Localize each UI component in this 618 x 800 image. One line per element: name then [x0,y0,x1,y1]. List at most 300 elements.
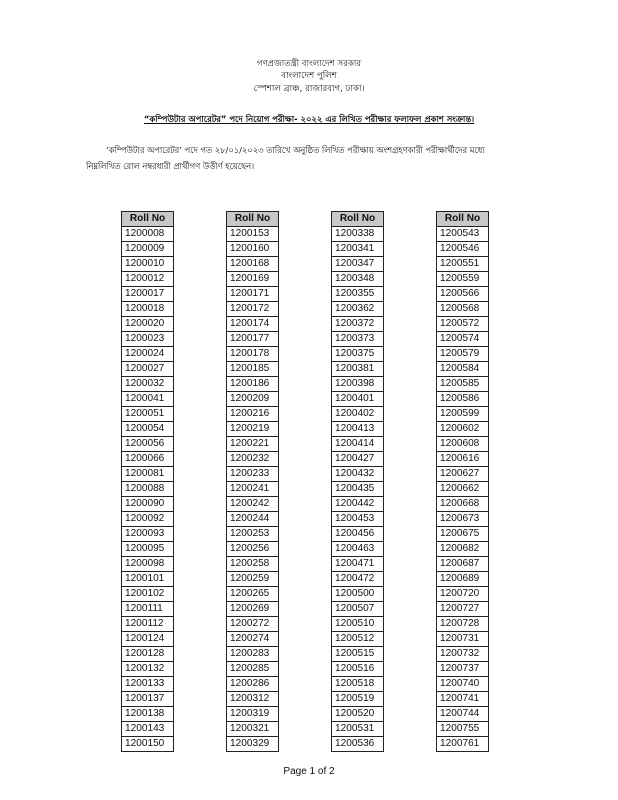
table-row [437,677,489,692]
roll-number-cell: 1200355 [332,287,384,302]
roll-table-2 [226,211,279,752]
roll-number-cell: 1200515 [332,647,384,662]
table-row [332,647,384,662]
table-row [227,587,279,602]
table-row [122,242,174,257]
roll-number-cell: 1200536 [332,737,384,752]
table-row [332,722,384,737]
table-row [227,542,279,557]
roll-number-cell: 1200720 [437,587,489,602]
table-row [437,647,489,662]
roll-number-cell: 1200153 [227,227,279,242]
roll-number-cell: 1200081 [122,467,174,482]
header-police: বাংলাদেশ পুলিশ [281,71,337,82]
roll-number-cell: 1200319 [227,707,279,722]
table-row [122,542,174,557]
table-row [122,617,174,632]
roll-number-cell: 1200579 [437,347,489,362]
roll-number-cell: 1200272 [227,617,279,632]
roll-number-cell: 1200381 [332,362,384,377]
roll-number-cell: 1200519 [332,692,384,707]
roll-number-cell: 1200599 [437,407,489,422]
table-row [437,692,489,707]
roll-no-header: Roll No [437,212,489,227]
table-row [332,482,384,497]
roll-number-cell: 1200171 [227,287,279,302]
roll-number-cell: 1200232 [227,452,279,467]
roll-number-cell: 1200090 [122,497,174,512]
roll-number-cell: 1200500 [332,587,384,602]
roll-number-cell: 1200516 [332,662,384,677]
table-row [332,557,384,572]
table-row [437,452,489,467]
roll-number-cell: 1200414 [332,437,384,452]
roll-number-cell: 1200088 [122,482,174,497]
table-row [437,407,489,422]
subject-text: “কম্পিউটার অপারেটর” পদে নিয়োগ পরীক্ষা- ২০২২ এর লিখিত পরীক্ষার ফলাফল প্রকাশ সংক্রান্ত। [143,114,475,124]
roll-number-cell: 1200531 [332,722,384,737]
table-row [122,422,174,437]
table-row [122,347,174,362]
roll-number-cell: 1200401 [332,392,384,407]
roll-table-1 [121,211,174,752]
roll-number-cell: 1200568 [437,302,489,317]
table-row [122,647,174,662]
roll-number-cell: 1200347 [332,257,384,272]
table-row [227,602,279,617]
roll-number-cell: 1200008 [122,227,174,242]
table-row [122,707,174,722]
table-row [332,272,384,287]
roll-number-cell: 1200169 [227,272,279,287]
table-row [332,527,384,542]
table-row [437,287,489,302]
roll-number-cell: 1200221 [227,437,279,452]
letterhead [0,58,618,95]
roll-number-cell: 1200209 [227,392,279,407]
table-row [122,662,174,677]
table-row [227,362,279,377]
table-row [122,287,174,302]
roll-number-cell: 1200186 [227,377,279,392]
roll-number-cell: 1200472 [332,572,384,587]
table-row [332,662,384,677]
table-row [437,377,489,392]
roll-number-cell: 1200682 [437,542,489,557]
roll-number-cell: 1200551 [437,257,489,272]
table-row [227,482,279,497]
roll-number-cell: 1200574 [437,332,489,347]
roll-number-cell: 1200174 [227,317,279,332]
table-row [122,437,174,452]
table-row [332,317,384,332]
table-row [437,737,489,752]
roll-table-3 [331,211,384,752]
table-row [227,287,279,302]
roll-number-cell: 1200398 [332,377,384,392]
table-row [122,392,174,407]
roll-number-cell: 1200675 [437,527,489,542]
roll-number-cell: 1200265 [227,587,279,602]
roll-number-cell: 1200744 [437,707,489,722]
roll-number-cell: 1200285 [227,662,279,677]
table-row [437,527,489,542]
roll-number-cell: 1200627 [437,467,489,482]
table-row [122,317,174,332]
roll-number-cell: 1200172 [227,302,279,317]
roll-number-cell: 1200216 [227,407,279,422]
roll-number-cell: 1200432 [332,467,384,482]
table-row [227,302,279,317]
roll-number-cell: 1200095 [122,542,174,557]
roll-number-cell: 1200456 [332,527,384,542]
table-row [332,542,384,557]
table-row [332,707,384,722]
body-line-2: নিম্নলিখিত রোল নম্বরধারী প্রার্থীগণ উত্তীর্ণ হয়েছেন। [86,160,255,171]
table-row [227,452,279,467]
table-header-row [332,212,384,227]
roll-number-cell: 1200041 [122,392,174,407]
table-row [122,362,174,377]
table-row [437,317,489,332]
table-row [332,452,384,467]
table-row [332,497,384,512]
roll-number-cell: 1200737 [437,662,489,677]
roll-number-cell: 1200283 [227,647,279,662]
table-row [437,242,489,257]
roll-number-cell: 1200093 [122,527,174,542]
body-line-1: ‘কম্পিউটার অপারেটর’ পদে গত ২৮/০১/২০২৩ তারিখে অনুষ্ঠিত লিখিত পরীক্ষায় অংশগ্রহণকারী পরীক্ষার্থীদের মধ্যে [106,145,485,155]
table-row [122,572,174,587]
table-row [122,692,174,707]
table-row [122,227,174,242]
subject-line [0,113,618,127]
roll-number-cell: 1200362 [332,302,384,317]
table-header-row [227,212,279,227]
roll-number-cell: 1200185 [227,362,279,377]
roll-number-cell: 1200510 [332,617,384,632]
roll-number-cell: 1200338 [332,227,384,242]
table-row [332,347,384,362]
roll-number-cell: 1200312 [227,692,279,707]
table-row [122,722,174,737]
roll-number-cell: 1200463 [332,542,384,557]
roll-number-cell: 1200348 [332,272,384,287]
table-row [227,257,279,272]
roll-number-cell: 1200023 [122,332,174,347]
table-row [437,587,489,602]
table-row [332,332,384,347]
roll-number-cell: 1200143 [122,722,174,737]
roll-number-cell: 1200177 [227,332,279,347]
roll-number-cell: 1200054 [122,422,174,437]
roll-number-cell: 1200435 [332,482,384,497]
table-row [227,512,279,527]
table-row [332,572,384,587]
roll-number-cell: 1200244 [227,512,279,527]
roll-number-cell: 1200017 [122,287,174,302]
roll-number-cell: 1200256 [227,542,279,557]
roll-no-header: Roll No [332,212,384,227]
roll-number-cell: 1200128 [122,647,174,662]
roll-number-cell: 1200102 [122,587,174,602]
table-row [227,572,279,587]
table-row [332,737,384,752]
table-row [122,737,174,752]
table-row [332,602,384,617]
table-row [227,377,279,392]
table-row [437,347,489,362]
table-row [437,362,489,377]
table-row [122,527,174,542]
roll-number-cell: 1200546 [437,242,489,257]
roll-number-cell: 1200372 [332,317,384,332]
table-row [227,527,279,542]
roll-number-cell: 1200402 [332,407,384,422]
table-row [437,497,489,512]
table-row [332,302,384,317]
table-row [332,422,384,437]
roll-number-cell: 1200012 [122,272,174,287]
roll-number-cell: 1200584 [437,362,489,377]
roll-number-cell: 1200258 [227,557,279,572]
table-row [227,737,279,752]
table-row [437,557,489,572]
roll-number-cell: 1200056 [122,437,174,452]
roll-number-cell: 1200442 [332,497,384,512]
table-row [122,497,174,512]
roll-number-cell: 1200375 [332,347,384,362]
roll-number-cell: 1200520 [332,707,384,722]
table-row [227,677,279,692]
roll-number-cell: 1200512 [332,632,384,647]
roll-number-cell: 1200608 [437,437,489,452]
table-header-row [437,212,489,227]
table-row [122,272,174,287]
table-row [437,437,489,452]
header-government: গণপ্রজাতন্ত্রী বাংলাদেশ সরকার [256,59,362,69]
roll-number-cell: 1200602 [437,422,489,437]
roll-number-cell: 1200274 [227,632,279,647]
roll-number-cell: 1200259 [227,572,279,587]
roll-number-cell: 1200543 [437,227,489,242]
table-row [437,332,489,347]
table-row [332,377,384,392]
roll-number-cell: 1200168 [227,257,279,272]
roll-number-cell: 1200761 [437,737,489,752]
roll-number-cell: 1200413 [332,422,384,437]
roll-number-cell: 1200018 [122,302,174,317]
roll-number-cell: 1200111 [122,602,174,617]
roll-number-cell: 1200020 [122,317,174,332]
table-row [332,467,384,482]
header-branch: স্পেশাল ব্রাঞ্চ, রাজারবাগ, ঢাকা। [253,83,365,94]
roll-number-cell: 1200572 [437,317,489,332]
table-row [227,617,279,632]
table-row [332,692,384,707]
table-row [437,257,489,272]
table-row [437,572,489,587]
table-row [122,632,174,647]
roll-number-cell: 1200178 [227,347,279,362]
roll-number-cell: 1200741 [437,692,489,707]
roll-number-cell: 1200586 [437,392,489,407]
table-row [332,362,384,377]
table-row [227,437,279,452]
roll-number-cell: 1200032 [122,377,174,392]
roll-number-cell: 1200160 [227,242,279,257]
roll-number-cell: 1200427 [332,452,384,467]
table-row [227,662,279,677]
roll-number-cell: 1200150 [122,737,174,752]
table-row [227,692,279,707]
roll-number-cell: 1200732 [437,647,489,662]
roll-number-cell: 1200341 [332,242,384,257]
table-row [122,557,174,572]
table-row [437,617,489,632]
table-row [227,332,279,347]
table-row [227,497,279,512]
table-row [227,227,279,242]
table-row [122,602,174,617]
table-row [437,632,489,647]
table-row [437,392,489,407]
table-header-row [122,212,174,227]
roll-number-cell: 1200066 [122,452,174,467]
roll-number-cell: 1200138 [122,707,174,722]
roll-number-cell: 1200728 [437,617,489,632]
table-row [227,467,279,482]
roll-number-cell: 1200132 [122,662,174,677]
table-row [122,587,174,602]
roll-number-cell: 1200009 [122,242,174,257]
table-row [122,677,174,692]
table-row [332,587,384,602]
roll-number-cell: 1200662 [437,482,489,497]
table-row [332,617,384,632]
table-row [227,317,279,332]
roll-number-cell: 1200112 [122,617,174,632]
table-row [332,632,384,647]
table-row [227,407,279,422]
table-row [227,722,279,737]
roll-number-cell: 1200133 [122,677,174,692]
table-row [332,392,384,407]
roll-number-cell: 1200616 [437,452,489,467]
table-row [332,287,384,302]
table-row [437,542,489,557]
roll-number-cell: 1200010 [122,257,174,272]
table-row [122,377,174,392]
table-row [437,602,489,617]
table-row [437,227,489,242]
table-row [122,302,174,317]
roll-number-cell: 1200137 [122,692,174,707]
table-row [332,257,384,272]
roll-number-cell: 1200566 [437,287,489,302]
table-row [332,677,384,692]
table-row [122,512,174,527]
roll-number-cell: 1200755 [437,722,489,737]
table-row [437,512,489,527]
table-row [227,272,279,287]
table-row [122,467,174,482]
table-row [122,332,174,347]
table-row [437,467,489,482]
roll-number-cell: 1200689 [437,572,489,587]
table-row [227,707,279,722]
roll-no-header: Roll No [227,212,279,227]
roll-number-cell: 1200518 [332,677,384,692]
table-row [227,347,279,362]
table-row [437,662,489,677]
table-row [227,392,279,407]
roll-number-cell: 1200241 [227,482,279,497]
table-row [437,272,489,287]
roll-number-cell: 1200269 [227,602,279,617]
table-row [437,707,489,722]
roll-number-cell: 1200507 [332,602,384,617]
table-row [122,407,174,422]
roll-number-cell: 1200559 [437,272,489,287]
roll-number-cell: 1200727 [437,602,489,617]
roll-number-cell: 1200321 [227,722,279,737]
roll-number-cell: 1200740 [437,677,489,692]
table-row [122,482,174,497]
roll-number-cell: 1200092 [122,512,174,527]
table-row [437,482,489,497]
table-row [332,437,384,452]
roll-number-cell: 1200286 [227,677,279,692]
roll-number-cell: 1200242 [227,497,279,512]
roll-no-header: Roll No [122,212,174,227]
roll-table-4 [436,211,489,752]
roll-number-cell: 1200051 [122,407,174,422]
table-row [332,512,384,527]
roll-number-cell: 1200124 [122,632,174,647]
roll-number-cell: 1200329 [227,737,279,752]
roll-number-cell: 1200253 [227,527,279,542]
notice-body [86,143,576,175]
table-row [332,242,384,257]
table-row [332,227,384,242]
roll-number-cell: 1200233 [227,467,279,482]
roll-number-cell: 1200101 [122,572,174,587]
roll-number-cell: 1200471 [332,557,384,572]
roll-number-cell: 1200098 [122,557,174,572]
roll-number-cell: 1200687 [437,557,489,572]
roll-number-cell: 1200453 [332,512,384,527]
roll-number-cell: 1200373 [332,332,384,347]
table-row [332,407,384,422]
roll-number-cell: 1200731 [437,632,489,647]
table-row [227,557,279,572]
roll-number-cell: 1200668 [437,497,489,512]
roll-number-cell: 1200673 [437,512,489,527]
table-row [122,452,174,467]
roll-number-cell: 1200219 [227,422,279,437]
table-row [227,242,279,257]
table-row [437,722,489,737]
roll-number-cell: 1200027 [122,362,174,377]
table-row [227,647,279,662]
table-row [227,632,279,647]
roll-number-cell: 1200024 [122,347,174,362]
page-number: Page 1 of 2 [283,766,335,777]
table-row [227,422,279,437]
roll-number-cell: 1200585 [437,377,489,392]
table-row [437,422,489,437]
